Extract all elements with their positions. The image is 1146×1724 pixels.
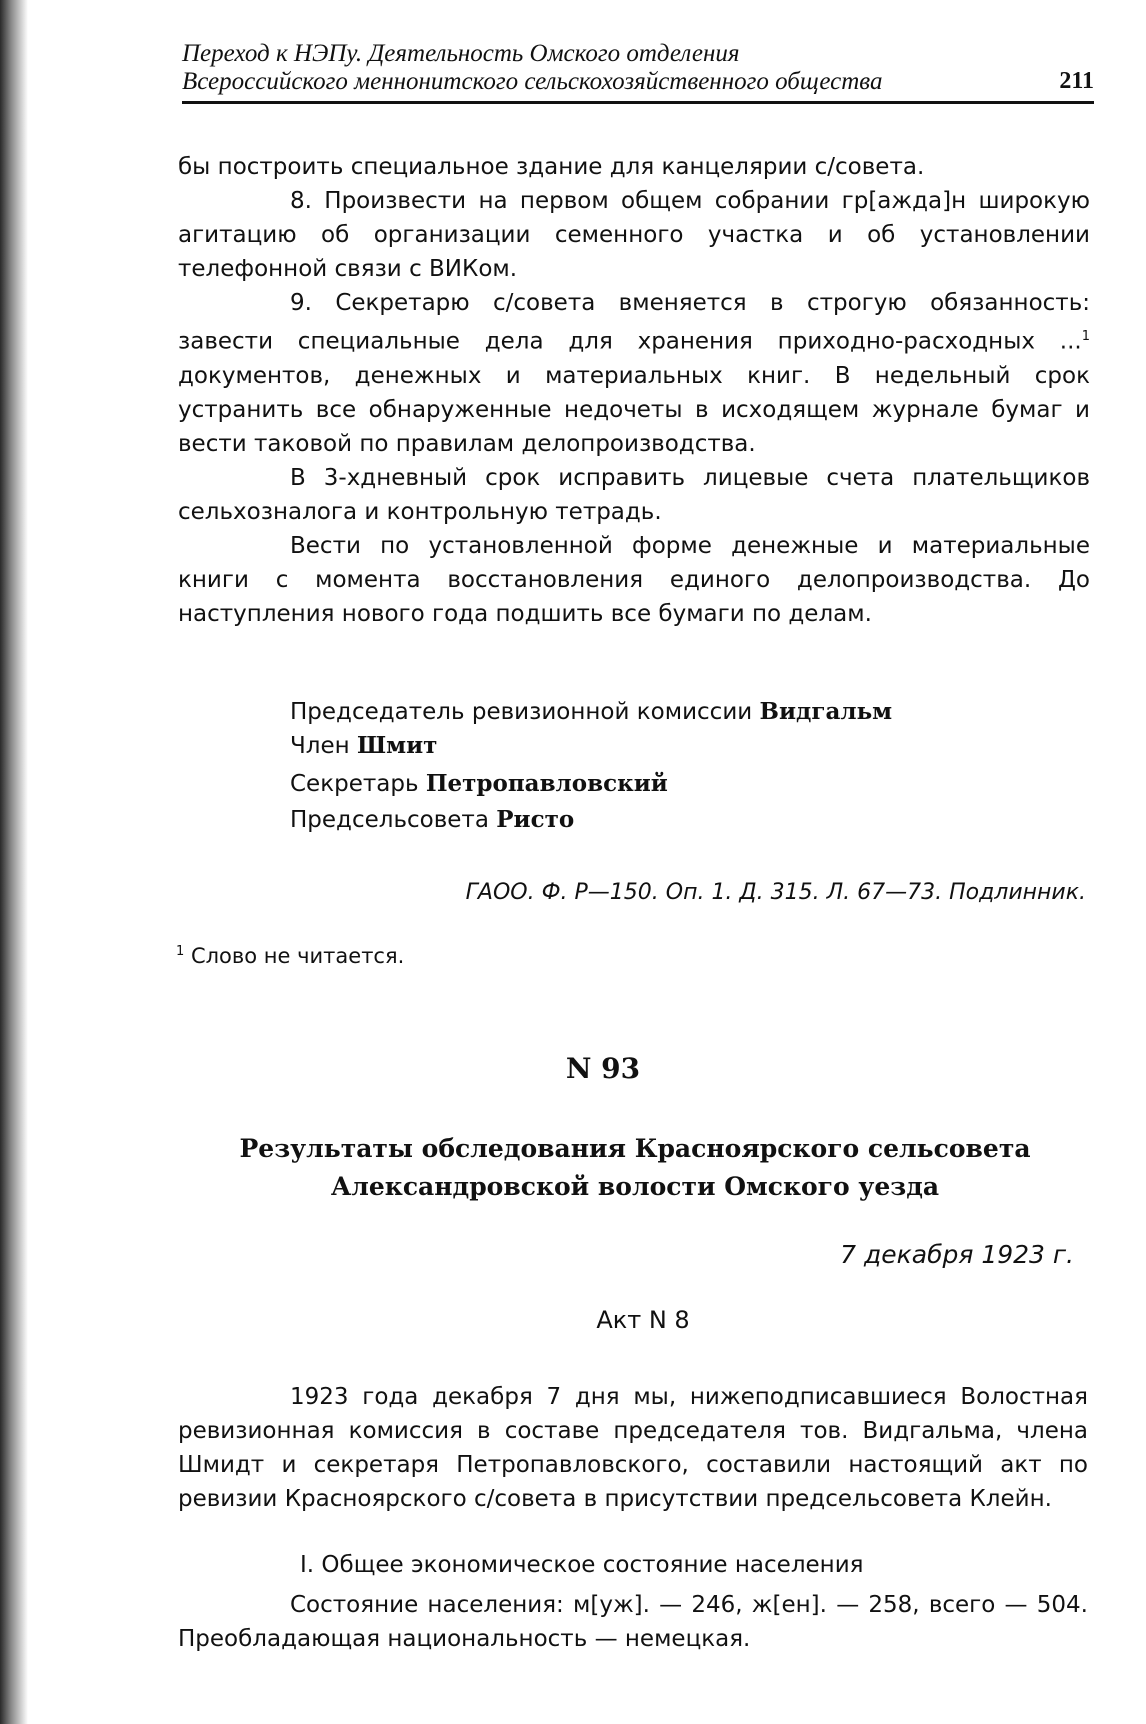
signature-name: Шмит [356,732,438,759]
signature-role: Секретарь [290,771,419,797]
signature-name: Петропавловский [425,770,668,797]
header-rule [182,101,1094,104]
paragraph: Состояние населения: м[уж]. — 246, ж[ен]. — 258, всего — 504. Преобладающая национальность — немецкая. [178,1592,1088,1652]
archive-source: ГАОО. Ф. Р—150. Оп. 1. Д. 315. Л. 67—73. Подлинник. [465,880,1086,905]
signature-line [290,732,437,759]
paragraph: 1923 года декабря 7 дня мы, нижеподписавшиеся Волостная ревизионная комиссия в составе председателя тов. Видгальма, члена Шмидт и секретаря Петропавловского, составили настоящий акт по ревизии Красноярского с/совета в присутствии предсельсовета Клейн. [178,1384,1088,1512]
act-number: Акт N 8 [596,1306,690,1334]
section-heading: I. Общее экономическое состояние населения [300,1552,864,1578]
signature-line [290,770,668,797]
footnote [176,944,404,968]
signature-role: Председатель ревизионной комиссии [290,699,753,725]
signature-name: Видгальм [759,698,893,725]
signature-role: Предсельсовета [290,807,489,833]
document-title [150,1130,1120,1206]
body-text-population [178,1588,1088,1656]
paragraph: Вести по установленной форме денежные и материальные книги с момента восстановления единого делопроизводства. До наступления нового года подшить все бумаги по делам. [178,532,1090,627]
scan-edge-shadow [0,0,28,1724]
document-number: N 93 [565,1052,641,1085]
paragraph: 8. Произвести на первом общем собрании гр[ажда]н широкую агитацию об организации семенного участка и об установлении телефонной связи с ВИКом. [178,188,1090,282]
document-title-line: Александровской волости Омского уезда [330,1172,940,1201]
signature-line [290,698,892,725]
signature-line [290,806,574,833]
paragraph [178,286,1090,461]
footnote-ref: 1 [1081,329,1090,344]
paragraph-text: документов, денежных и материальных книг. В недельный срок устранить все обнаруженные недочеты в исходящем журнале бумаг и вести таковой по правилам делопроизводства. [178,362,1090,457]
signature-role: Член [290,733,350,759]
running-header [182,40,1094,96]
body-text-top [178,150,1090,631]
document-date: 7 декабря 1923 г. [840,1240,1074,1269]
page-number: 211 [1059,68,1094,94]
header-line-2: Всероссийского меннонитского сельскохозяйственного общества [182,68,883,95]
footnote-mark: 1 [176,944,185,959]
document-title-line: Результаты обследования Красноярского сельсовета [239,1134,1031,1163]
paragraph: В 3-хдневный срок исправить лицевые счета плательщиков сельхозналога и контрольную тетрадь. [178,464,1090,525]
footnote-text: Слово не читается. [190,944,405,968]
paragraph-text: 9. Секретарю с/совета вменяется в строгую обязанность: завести специальные дела для хранения приходно-расходных ... [178,290,1090,355]
signature-name: Ристо [496,806,575,833]
header-line-1: Переход к НЭПу. Деятельность Омского отделения [182,40,740,67]
paragraph: бы построить специальное здание для канцелярии с/совета. [178,154,925,180]
body-text-act [178,1380,1088,1516]
